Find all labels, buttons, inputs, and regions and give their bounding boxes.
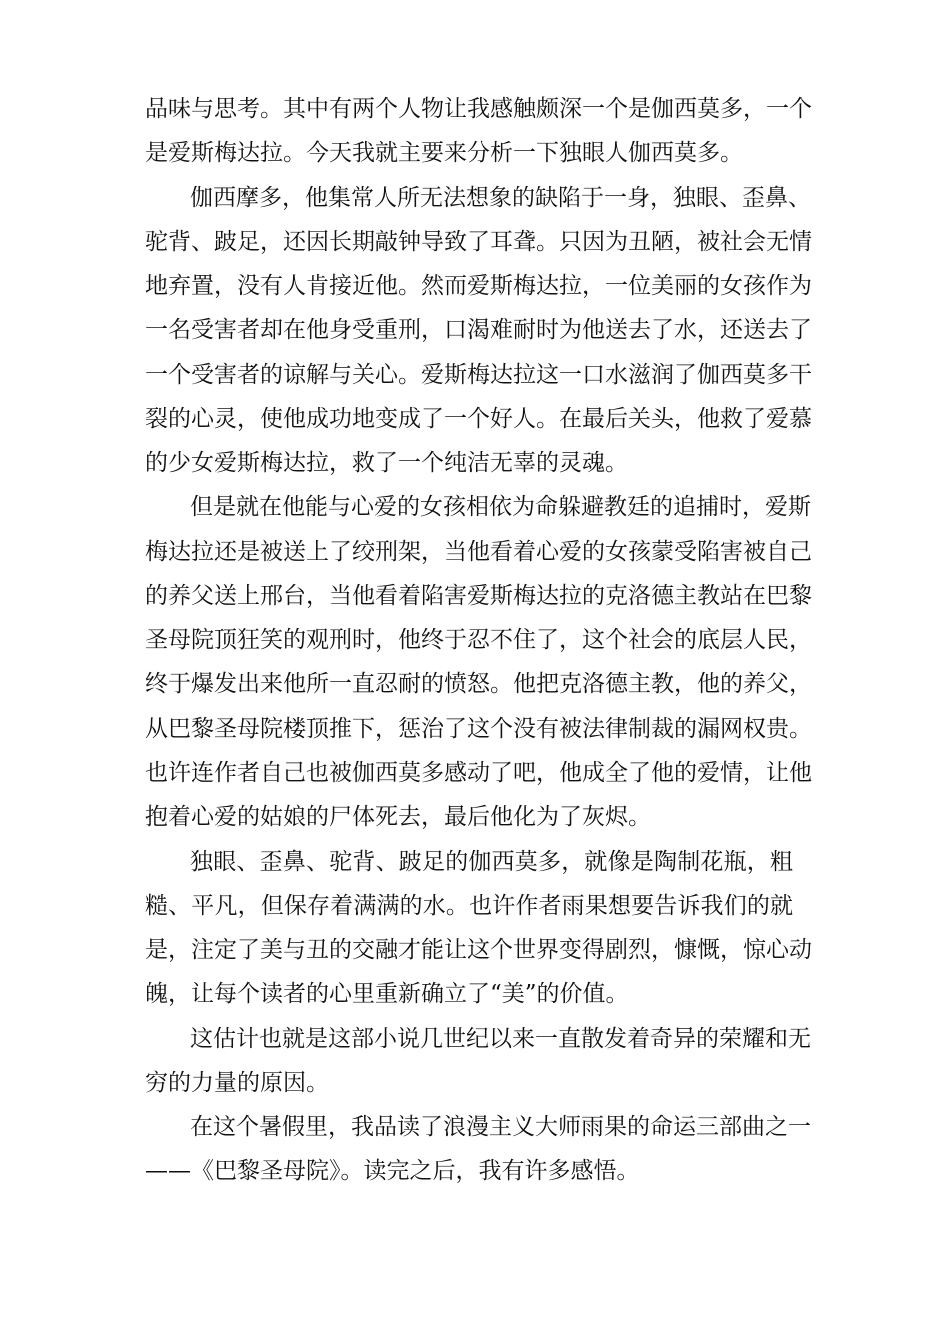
line-text: 一个受害者的谅解与关心。爱斯梅达拉这一口水滋润了伽西莫多干: [145, 362, 812, 388]
line-text: 魄，让每个读者的心里重新确立了“美”的价值。: [145, 981, 629, 1007]
line-text: 梅达拉还是被送上了绞刑架，当他看着心爱的女孩蒙受陷害被自己: [145, 539, 812, 565]
text-line: [0, 795, 950, 839]
text-line: [0, 530, 950, 574]
line-text: 圣母院顶狂笑的观刑时，他终于忍不住了，这个社会的底层人民，: [145, 627, 812, 653]
line-text: 穷的力量的原因。: [145, 1070, 329, 1096]
line-text: 是爱斯梅达拉。今天我就主要来分析一下独眼人伽西莫多。: [145, 140, 743, 166]
line-text: 伽西摩多，他集常人所无法想象的缺陷于一身，独眼、歪鼻、: [190, 185, 811, 211]
text-line: [0, 441, 950, 485]
text-line: [0, 662, 950, 706]
line-text: 驼背、跛足，还因长期敲钟导致了耳聋。只因为丑陋，被社会无情: [145, 229, 812, 255]
text-line: [0, 485, 950, 529]
line-text: 这估计也就是这部小说几世纪以来一直散发着奇异的荣耀和无: [190, 1026, 811, 1052]
text-line: [0, 574, 950, 618]
line-text: 一名受害者却在他身受重刑，口渴难耐时为他送去了水，还送去了: [145, 317, 812, 343]
line-text: 从巴黎圣母院楼顶推下，惩治了这个没有被法律制裁的漏网权贵。: [145, 716, 812, 742]
text-line: [0, 308, 950, 352]
line-text: 糙、平凡，但保存着满满的水。也许作者雨果想要告诉我们的就: [145, 893, 793, 919]
text-line: [0, 264, 950, 308]
text-line: [0, 1061, 950, 1105]
line-text: 品味与思考。其中有两个人物让我感触颇深一个是伽西莫多，一个: [145, 96, 812, 122]
text-line: [0, 220, 950, 264]
text-line: [0, 707, 950, 751]
text-line: [0, 131, 950, 175]
line-text: 抱着心爱的姑娘的尸体死去，最后他化为了灰烬。: [145, 804, 651, 830]
text-line: [0, 928, 950, 972]
line-text: 地弃置，没有人肯接近他。然而爱斯梅达拉，一位美丽的女孩作为: [145, 273, 812, 299]
text-line: [0, 751, 950, 795]
line-text: 在这个暑假里，我品读了浪漫主义大师雨果的命运三部曲之一: [190, 1114, 811, 1140]
text-line: [0, 972, 950, 1016]
text-line: [0, 1105, 950, 1149]
text-line: [0, 840, 950, 884]
line-text: ——《巴黎圣母院》。读完之后，我有许多感悟。: [145, 1158, 640, 1184]
text-line: [0, 397, 950, 441]
line-text: 但是就在他能与心爱的女孩相依为命躲避教廷的追捕时，爱斯: [190, 494, 811, 520]
line-text: 独眼、歪鼻、驼背、跛足的伽西莫多，就像是陶制花瓶，粗: [190, 849, 793, 875]
text-line: [0, 1017, 950, 1061]
text-line: [0, 87, 950, 131]
line-text: 的少女爱斯梅达拉，救了一个纯洁无辜的灵魂。: [145, 450, 628, 476]
text-line: [0, 176, 950, 220]
line-text: 终于爆发出来他所一直忍耐的愤怒。他把克洛德主教，他的养父，: [145, 671, 812, 697]
text-line: [0, 884, 950, 928]
line-text: 裂的心灵，使他成功地变成了一个好人。在最后关头，他救了爱慕: [145, 406, 812, 432]
line-text: 的养父送上邢台，当他看着陷害爱斯梅达拉的克洛德主教站在巴黎: [145, 583, 812, 609]
line-text: 是，注定了美与丑的交融才能让这个世界变得剧烈，慷慨，惊心动: [145, 937, 812, 963]
line-text: 也许连作者自己也被伽西莫多感动了吧，他成全了他的爱情，让他: [145, 760, 812, 786]
text-line: [0, 353, 950, 397]
text-line: [0, 1149, 950, 1193]
text-line: [0, 618, 950, 662]
